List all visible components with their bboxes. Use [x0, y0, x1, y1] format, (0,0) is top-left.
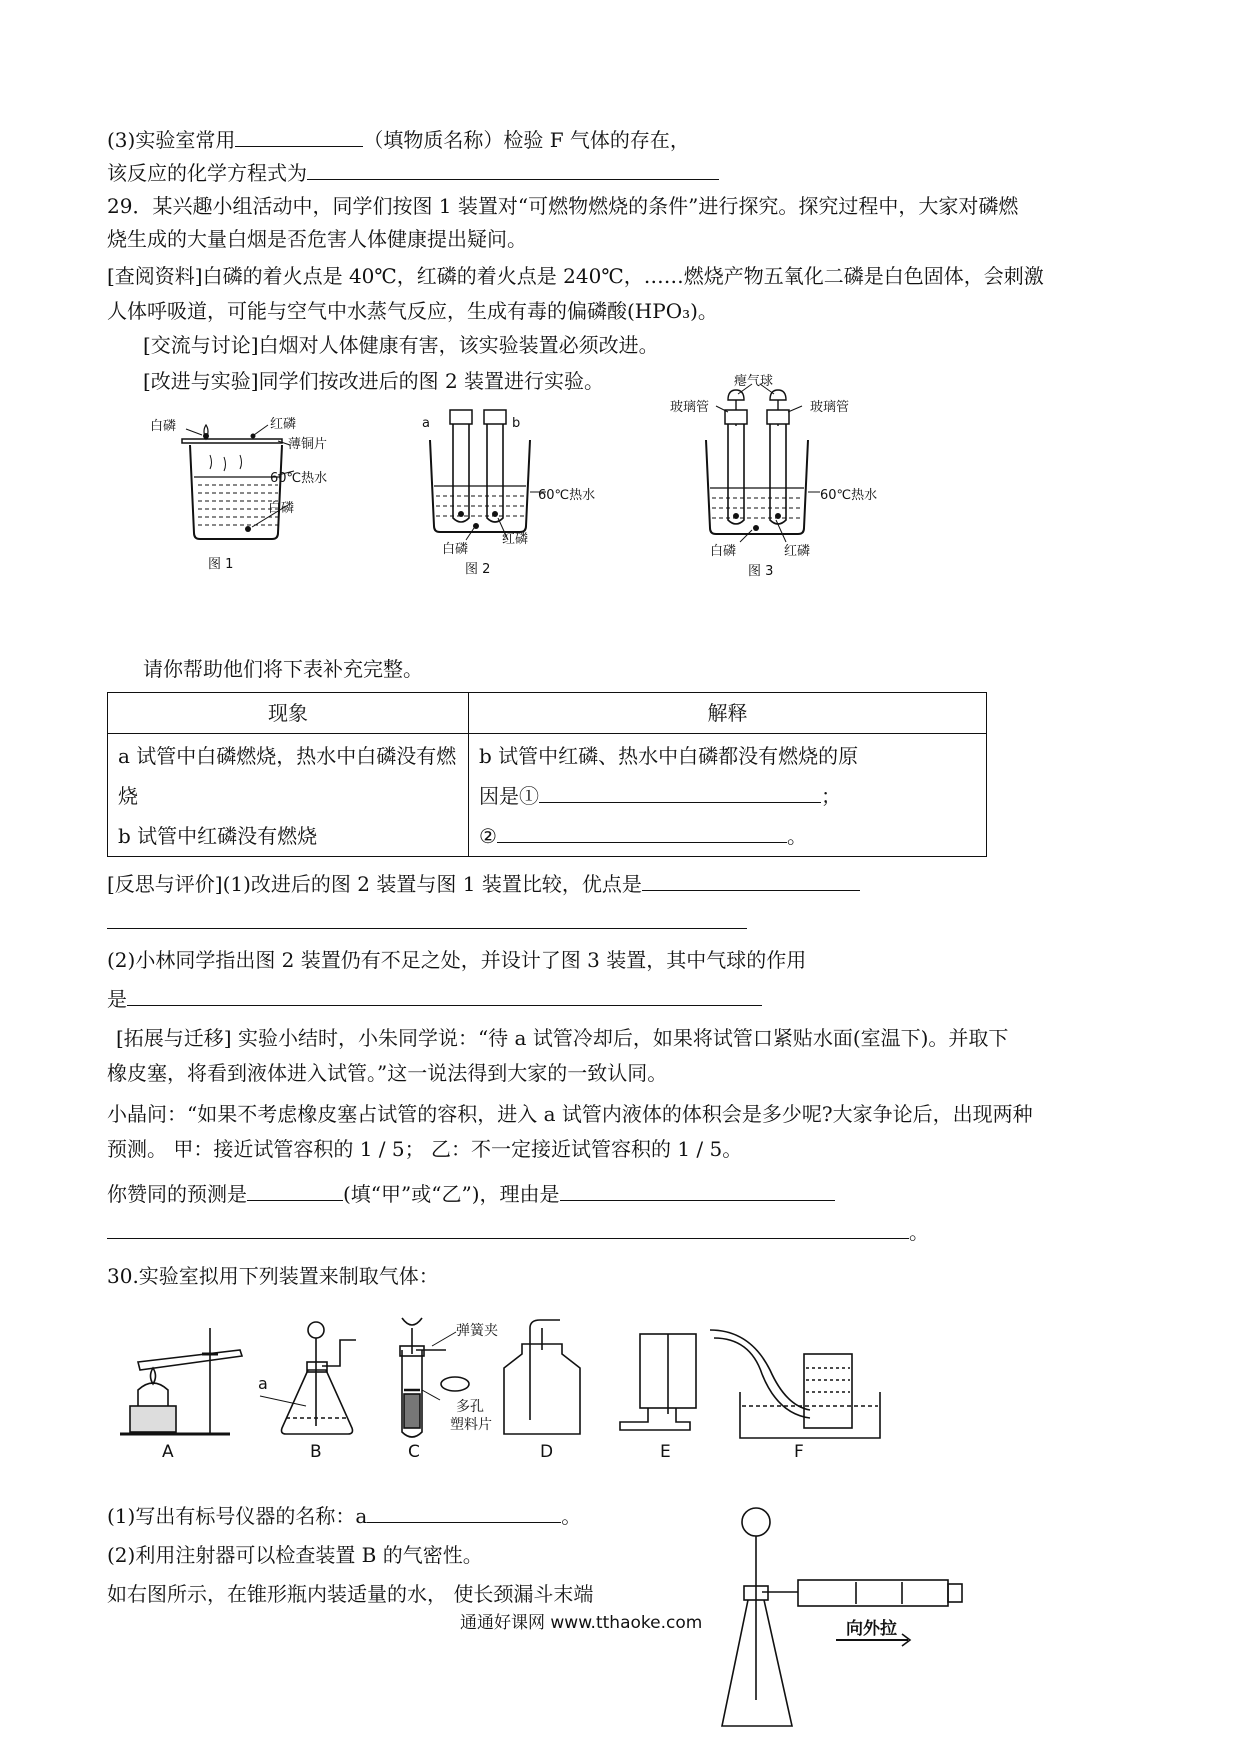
q28-part3-line [107, 124, 690, 154]
answer-blank[interactable] [642, 868, 860, 891]
label-hot-water: 60℃热水 [270, 471, 328, 486]
q29-improvement: [改进与实验]同学们按改进后的图 2 装置进行实验。 [143, 369, 605, 393]
page-footer: 通通好课网 www.tthaoke.com [460, 1613, 703, 1633]
explanation-reason1-label: 因是① [479, 784, 539, 808]
answer-blank[interactable] [247, 1178, 343, 1201]
q29-discussion: [交流与讨论]白烟对人体健康有害，该实验装置必须改进。 [143, 333, 659, 357]
explanation-line2 [479, 776, 976, 816]
q30-part3: 如右图所示，在锥形瓶内装适量的水， 使长颈漏斗末端 [107, 1582, 594, 1606]
table-row [108, 734, 987, 857]
explanation-reason1-end: ； [821, 784, 841, 808]
answer-blank[interactable] [107, 1216, 909, 1239]
observation-2: b 试管中红磷没有燃烧 [118, 824, 318, 848]
label-balloon: 瘪气球 [734, 374, 774, 389]
q29-intro-line2: 烧生成的大量白烟是否危害人体健康提出疑问。 [107, 227, 527, 251]
figure-1-caption: 图 1 [208, 557, 234, 572]
answer-blank[interactable] [107, 906, 747, 929]
apparatus-label: E [660, 1442, 671, 1462]
label-a: a [258, 1374, 268, 1393]
q29-ext-text-b: (填“甲”或“乙”)，理由是 [343, 1182, 560, 1206]
explanation-reason2-label: ② [479, 824, 497, 848]
label-red-phosphorus: 红磷 [784, 544, 811, 559]
label-hot-water: 60℃热水 [538, 488, 596, 503]
q29-intro-line1: 29．某兴趣小组活动中，同学们按图 1 装置对“可燃物燃烧的条件”进行探究。探究过程中，大家对磷燃 [107, 194, 1019, 218]
explanation-reason2-end: 。 [786, 824, 807, 848]
label-white-phosphorus-water: 白磷 [268, 501, 295, 516]
figure-3-caption: 图 3 [748, 564, 774, 579]
label-pull-out: 向外拉 [846, 1619, 897, 1639]
label-glass-tube-right: 玻璃管 [810, 400, 850, 415]
explanation-line1: b 试管中红磷、热水中白磷都没有燃烧的原 [479, 744, 859, 768]
q29-reflect-text2b: 是 [107, 987, 127, 1011]
observation-table [107, 692, 987, 857]
observation-1: a 试管中白磷燃烧，热水中白磷没有燃烧 [118, 744, 457, 808]
q28-equation-text: 该反应的化学方程式为 [107, 161, 307, 185]
apparatus-label: F [794, 1442, 804, 1462]
q28-equation-line [107, 157, 719, 187]
apparatus-e [620, 1334, 696, 1430]
q29-extension-line5 [107, 1178, 835, 1208]
apparatus-f [710, 1330, 880, 1438]
q29-ext-text-a: 你赞同的预测是 [107, 1182, 247, 1206]
label-tube-b: b [512, 416, 521, 431]
q29-extension-line6 [107, 1216, 929, 1246]
label-glass-tube-left: 玻璃管 [670, 400, 710, 415]
q29-reflect-line2: (2)小林同学指出图 2 装置仍有不足之处，并设计了图 3 装置，其中气球的作用 [107, 948, 807, 972]
label-white-phosphorus: 白磷 [442, 542, 469, 557]
answer-blank[interactable] [539, 780, 821, 803]
figure-1-apparatus [150, 405, 340, 575]
figure-2-caption: 图 2 [465, 562, 491, 577]
apparatus-label: B [310, 1442, 322, 1462]
q29-reference-line2: 人体呼吸道，可能与空气中水蒸气反应，生成有毒的偏磷酸(HPO₃)。 [107, 299, 718, 323]
table-header-row [108, 693, 987, 734]
q29-reflect-text1: [反思与评价](1)改进后的图 2 装置与图 1 装置比较，优点是 [107, 872, 642, 896]
figure-2 [420, 400, 600, 575]
label-red-phosphorus: 红磷 [502, 532, 529, 547]
q29-extension-line3: 小晶问：“如果不考虑橡皮塞占试管的容积，进入 a 试管内液体的体积会是多少呢?大家争论后，出现两种 [107, 1102, 1033, 1126]
answer-blank[interactable] [560, 1178, 835, 1201]
apparatus-label: C [408, 1442, 420, 1462]
table-header-phenomenon: 现象 [108, 693, 469, 734]
label-copper-sheet: 薄铜片 [288, 437, 328, 452]
q28-part3-text-a: (3)实验室常用 [107, 128, 236, 152]
q30-intro: 30.实验室拟用下列装置来制取气体： [107, 1264, 439, 1288]
label-plastic-plate: 塑料片 [450, 1417, 492, 1433]
table-cell-explanation [469, 734, 987, 857]
apparatus-label: D [540, 1442, 554, 1462]
answer-blank[interactable] [497, 820, 787, 843]
figure-3 [670, 370, 900, 579]
q29-reflect-line1-cont [107, 906, 747, 936]
label-white-phosphorus: 白磷 [150, 419, 177, 434]
q29-reference-line1: [查阅资料]白磷的着火点是 40℃，红磷的着火点是 240℃，……燃烧产物五氧化二磷是白色固体，会刺激 [107, 264, 1044, 288]
q29-reflect-line2-cont [107, 983, 762, 1013]
figure-1 [150, 405, 340, 575]
q30-part2: (2)利用注射器可以检查装置 B 的气密性。 [107, 1543, 483, 1567]
q30-part1-text: (1)写出有标号仪器的名称：a [107, 1504, 368, 1528]
q29-extension-line2: 橡皮塞，将看到液体进入试管。”这一说法得到大家的一致认同。 [107, 1061, 668, 1085]
q29-ext6-end: 。 [909, 1220, 929, 1244]
q30-part1 [107, 1500, 581, 1530]
q29-extension-line1: [拓展与迁移] 实验小结时，小朱同学说：“待 a 试管冷却后，如果将试管口紧贴水面(室温下)。并取下 [116, 1026, 1009, 1050]
apparatus-label: A [162, 1442, 174, 1462]
label-tube-a: a [422, 416, 430, 431]
answer-blank[interactable] [367, 1500, 561, 1523]
table-cell-phenomenon [108, 734, 469, 857]
answer-blank[interactable] [235, 124, 363, 147]
q29-extension-line4: 预测。 甲：接近试管容积的 1 / 5； 乙：不一定接近试管容积的 1 / 5。 [107, 1137, 743, 1161]
apparatus-b [260, 1322, 356, 1434]
apparatus-d [504, 1320, 580, 1434]
syringe-apparatus [716, 1500, 976, 1740]
q28-part3-text-b: （填物质名称）检验 F 气体的存在， [363, 128, 690, 152]
q30-apparatus-row [110, 1310, 1150, 1470]
q29-reflect-line1 [107, 868, 860, 898]
explanation-line3 [479, 816, 976, 856]
answer-blank[interactable] [127, 983, 762, 1006]
label-white-phosphorus: 白磷 [710, 544, 737, 559]
apparatus-a [120, 1328, 242, 1434]
q30-part1-end: 。 [561, 1504, 582, 1528]
answer-blank[interactable] [307, 157, 719, 180]
label-spring-clip: 弹簧夹 [456, 1323, 498, 1339]
label-hot-water: 60℃热水 [820, 488, 878, 503]
table-header-explanation: 解释 [469, 693, 987, 734]
q29-help-text: 请你帮助他们将下表补充完整。 [143, 657, 423, 681]
label-red-phosphorus: 红磷 [270, 417, 297, 432]
label-porous: 多孔 [456, 1399, 484, 1415]
